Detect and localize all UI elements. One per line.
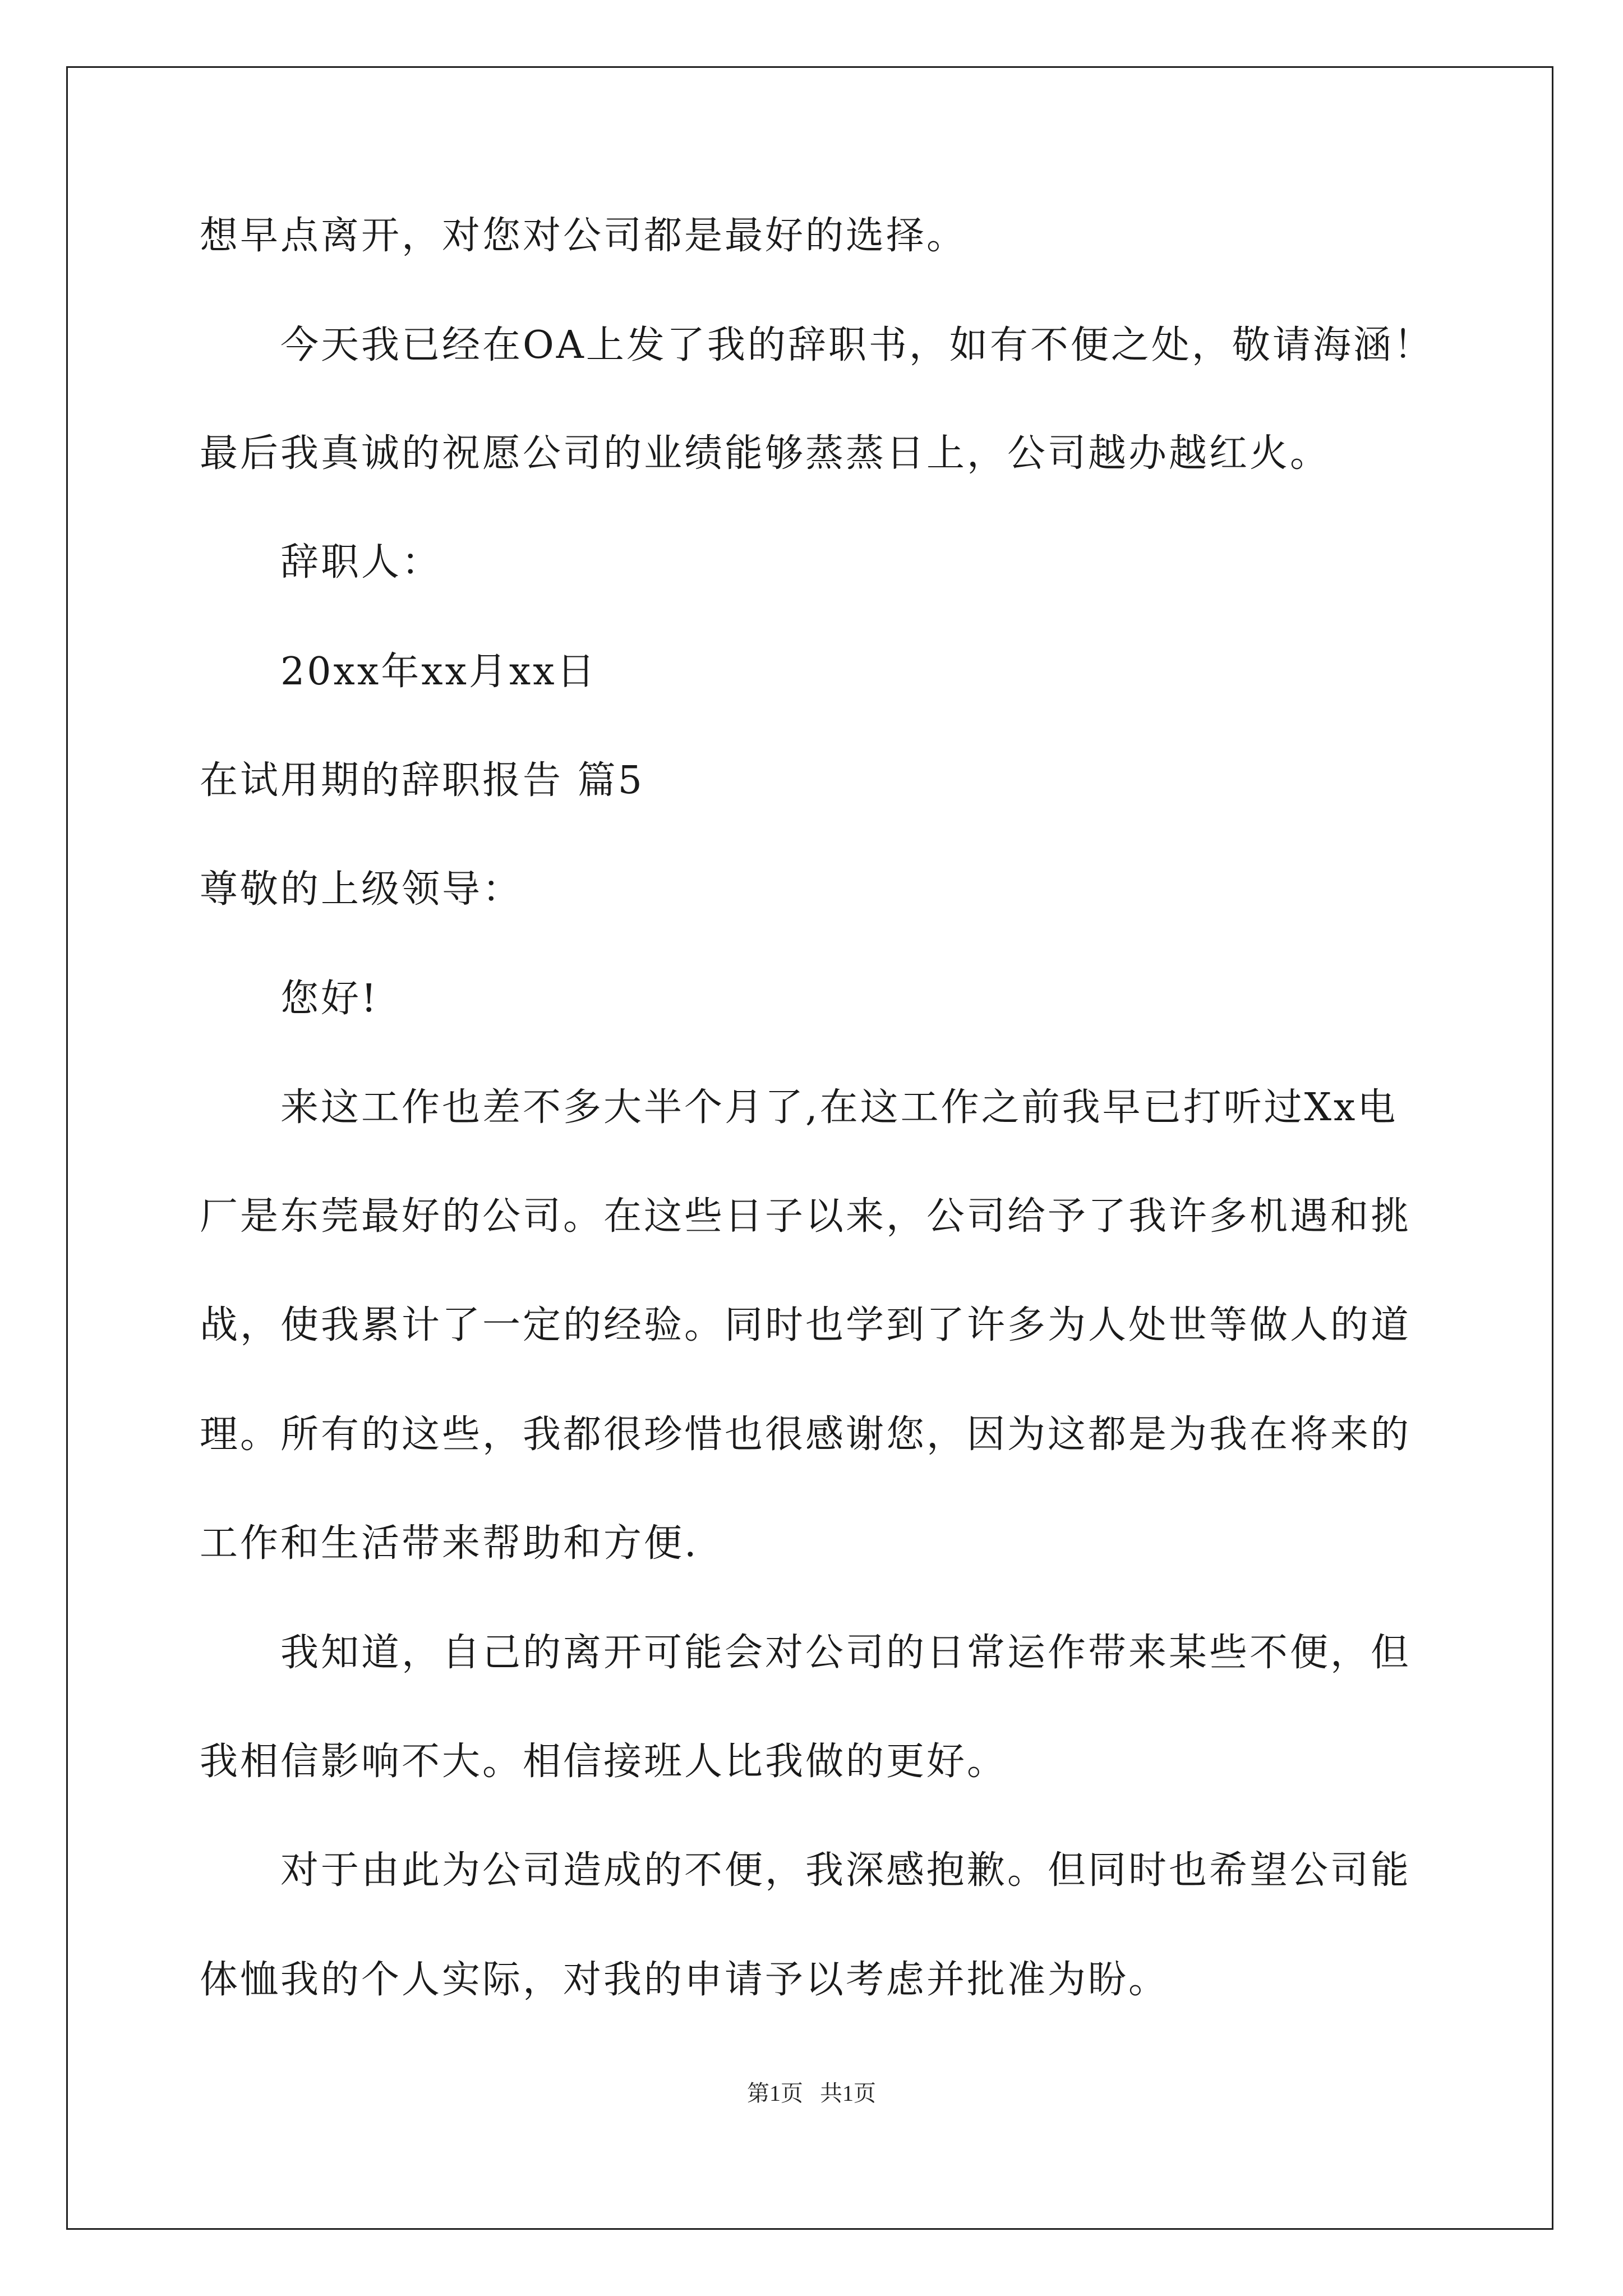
text-line: 工作和生活带来帮助和方便.	[200, 1521, 699, 1566]
page-footer: 第1页 共1页	[747, 2081, 876, 2106]
text-line: 我知道，自己的离开可能会对公司的日常运作带来某些不便，但	[280, 1631, 1412, 1675]
salutation: 尊敬的上级领导：	[200, 867, 523, 912]
greeting: 您好!	[280, 977, 379, 1021]
text-line: 想早点离开，对您对公司都是最好的选择。	[200, 214, 967, 258]
text-line: 今天我已经在OA上发了我的辞职书，如有不便之处，敬请海涵！	[280, 323, 1434, 367]
text-line: 我相信影响不大。相信接班人比我做的更好。	[200, 1740, 1008, 1784]
text-line: 最后我真诚的祝愿公司的业绩能够蒸蒸日上，公司越办越红火。	[200, 431, 1331, 476]
section-heading: 在试用期的辞职报告 篇5	[200, 758, 644, 803]
text-line: 来这工作也差不多大半个月了,在这工作之前我早已打听过Xx电	[280, 1085, 1398, 1130]
text-line: 对于由此为公司造成的不便，我深感抱歉。但同时也希望公司能	[280, 1848, 1412, 1893]
text-line: 战，使我累计了一定的经验。同时也学到了许多为人处世等做人的道	[200, 1303, 1412, 1347]
text-line: 辞职人：	[280, 540, 442, 585]
text-line: 理。所有的这些，我都很珍惜也很感谢您，因为这都是为我在将来的	[200, 1412, 1412, 1457]
text-line: 厂是东莞最好的公司。在这些日子以来，公司给予了我许多机遇和挑	[200, 1194, 1412, 1239]
text-line: 体恤我的个人实际，对我的申请予以考虑并批准为盼。	[200, 1958, 1169, 2002]
text-line: 20xx年xx月xx日	[280, 650, 597, 694]
page-border	[66, 66, 1553, 2230]
